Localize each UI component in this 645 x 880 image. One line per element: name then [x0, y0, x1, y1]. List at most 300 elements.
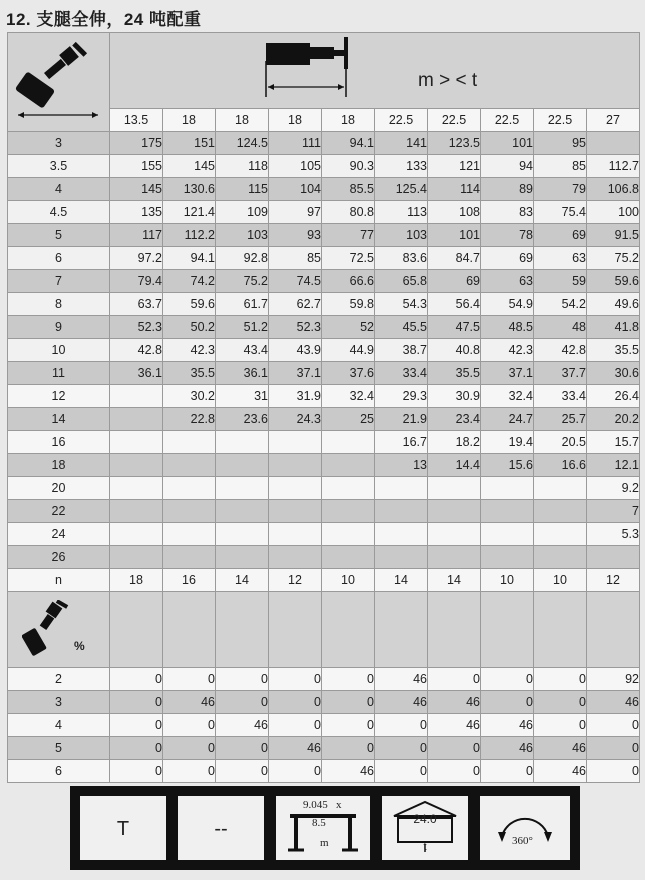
capacity-cell	[481, 546, 534, 569]
capacity-cell: 51.2	[216, 316, 269, 339]
boom-length-cell: 18	[322, 108, 375, 131]
capacity-cell: 63.7	[110, 293, 163, 316]
page-title: 12. 支腿全伸，24 吨配重	[6, 10, 202, 29]
falls-cell: 16	[163, 569, 216, 592]
percent-cell: 0	[163, 714, 216, 737]
percent-cell: 46	[534, 737, 587, 760]
capacity-cell: 52.3	[269, 316, 322, 339]
capacity-cell	[269, 454, 322, 477]
capacity-cell: 69	[481, 247, 534, 270]
percent-cell: 0	[269, 668, 322, 691]
capacity-cell: 44.9	[322, 339, 375, 362]
radius-row	[8, 523, 640, 546]
capacity-cell: 62.7	[269, 293, 322, 316]
capacity-cell: 24.7	[481, 408, 534, 431]
capacity-cell	[269, 546, 322, 569]
capacity-cell: 43.4	[216, 339, 269, 362]
capacity-cell	[269, 500, 322, 523]
capacity-cell	[269, 431, 322, 454]
capacity-cell	[375, 500, 428, 523]
capacity-cell: 36.1	[110, 362, 163, 385]
radius-cell: 4	[8, 178, 110, 201]
percent-cell: 0	[322, 691, 375, 714]
percent-cell: 46	[481, 737, 534, 760]
percent-cell: 0	[163, 737, 216, 760]
radius-row	[8, 293, 640, 316]
capacity-cell: 37.7	[534, 362, 587, 385]
radius-row	[8, 201, 640, 224]
capacity-cell: 40.8	[428, 339, 481, 362]
capacity-cell: 43.9	[269, 339, 322, 362]
capacity-cell: 37.6	[322, 362, 375, 385]
mode-label: T	[116, 818, 130, 840]
percent-cell: 0	[216, 668, 269, 691]
capacity-cell	[534, 546, 587, 569]
capacity-cell: 95	[534, 132, 587, 155]
capacity-cell: 109	[216, 201, 269, 224]
capacity-cell: 94	[481, 155, 534, 178]
counterweight-value: 24.0	[413, 812, 437, 826]
capacity-cell: 9.2	[587, 477, 640, 500]
percent-cell: 0	[428, 737, 481, 760]
rotation-box	[478, 794, 572, 862]
telescoping-row	[8, 691, 640, 714]
capacity-cell	[110, 477, 163, 500]
radius-row	[8, 247, 640, 270]
capacity-cell: 23.6	[216, 408, 269, 431]
capacity-cell: 114	[428, 178, 481, 201]
radius-cell: 24	[8, 523, 110, 546]
telescoping-header-cell	[269, 592, 322, 668]
capacity-cell	[110, 454, 163, 477]
radius-row	[8, 362, 640, 385]
capacity-cell	[216, 431, 269, 454]
capacity-cell: 13	[375, 454, 428, 477]
telescoping-icon-cell	[8, 592, 110, 668]
capacity-cell: 33.4	[375, 362, 428, 385]
percent-cell: 46	[587, 691, 640, 714]
telescoping-header-cell	[481, 592, 534, 668]
capacity-cell: 117	[110, 224, 163, 247]
radius-row	[8, 316, 640, 339]
capacity-cell: 90.3	[322, 155, 375, 178]
capacity-cell: 72.5	[322, 247, 375, 270]
section-cell: 6	[8, 760, 110, 783]
percent-cell: 0	[375, 737, 428, 760]
capacity-cell: 47.5	[428, 316, 481, 339]
capacity-cell: 121	[428, 155, 481, 178]
capacity-cell	[428, 477, 481, 500]
capacity-cell: 54.3	[375, 293, 428, 316]
radius-row	[8, 500, 640, 523]
capacity-cell	[163, 500, 216, 523]
capacity-cell	[110, 408, 163, 431]
boom-header	[110, 33, 640, 109]
capacity-cell: 124.5	[216, 132, 269, 155]
capacity-cell: 18.2	[428, 431, 481, 454]
capacity-cell: 75.2	[216, 270, 269, 293]
crane-outrigger-icon	[8, 33, 108, 125]
falls-cell: 10	[534, 569, 587, 592]
percent-cell: 0	[428, 760, 481, 783]
capacity-cell: 56.4	[428, 293, 481, 316]
telescoping-header-cell	[534, 592, 587, 668]
percent-cell: 46	[216, 714, 269, 737]
capacity-cell: 19.4	[481, 431, 534, 454]
radius-row	[8, 132, 640, 155]
capacity-cell: 74.5	[269, 270, 322, 293]
percent-cell: 0	[322, 668, 375, 691]
capacity-cell: 80.8	[322, 201, 375, 224]
telescoping-header-cell	[163, 592, 216, 668]
capacity-cell	[481, 477, 534, 500]
radius-row	[8, 385, 640, 408]
percent-cell: 46	[163, 691, 216, 714]
capacity-cell: 48	[534, 316, 587, 339]
capacity-cell	[216, 546, 269, 569]
telescoping-header-cell	[428, 592, 481, 668]
capacity-cell: 66.6	[322, 270, 375, 293]
radius-row	[8, 431, 640, 454]
radius-cell: 16	[8, 431, 110, 454]
capacity-cell: 42.8	[534, 339, 587, 362]
radius-cell: 3.5	[8, 155, 110, 178]
radius-cell: 26	[8, 546, 110, 569]
radius-cell: 18	[8, 454, 110, 477]
capacity-cell	[322, 454, 375, 477]
capacity-cell: 94.1	[163, 247, 216, 270]
capacity-cell: 91.5	[587, 224, 640, 247]
percent-cell: 0	[587, 714, 640, 737]
capacity-cell: 130.6	[163, 178, 216, 201]
capacity-cell	[534, 500, 587, 523]
capacity-cell: 92.8	[216, 247, 269, 270]
capacity-cell: 65.8	[375, 270, 428, 293]
capacity-cell: 15.6	[481, 454, 534, 477]
percent-cell: 0	[534, 668, 587, 691]
radius-row	[8, 477, 640, 500]
capacity-cell: 103	[216, 224, 269, 247]
capacity-cell: 15.7	[587, 431, 640, 454]
capacity-cell: 79.4	[110, 270, 163, 293]
capacity-cell: 38.7	[375, 339, 428, 362]
capacity-cell: 30.9	[428, 385, 481, 408]
percent-cell: 0	[269, 714, 322, 737]
radius-row	[8, 546, 640, 569]
capacity-cell: 20.2	[587, 408, 640, 431]
telescoping-header-cell	[110, 592, 163, 668]
radius-row	[8, 224, 640, 247]
capacity-cell: 63	[534, 247, 587, 270]
capacity-cell	[322, 523, 375, 546]
capacity-cell	[163, 523, 216, 546]
falls-row	[8, 569, 640, 592]
capacity-cell: 35.5	[428, 362, 481, 385]
capacity-cell: 118	[216, 155, 269, 178]
capacity-cell: 32.4	[322, 385, 375, 408]
radius-row	[8, 408, 640, 431]
capacity-cell: 16.7	[375, 431, 428, 454]
capacity-cell: 111	[269, 132, 322, 155]
radius-cell: 9	[8, 316, 110, 339]
capacity-cell: 74.2	[163, 270, 216, 293]
percent-cell: 46	[481, 714, 534, 737]
capacity-cell: 83.6	[375, 247, 428, 270]
capacity-cell: 32.4	[481, 385, 534, 408]
boom-length-cell: 22.5	[428, 108, 481, 131]
section-cell: 3	[8, 691, 110, 714]
percent-cell: 0	[481, 760, 534, 783]
percent-cell: 0	[481, 668, 534, 691]
percent-cell: 0	[587, 760, 640, 783]
falls-cell: 10	[481, 569, 534, 592]
radius-cell: 12	[8, 385, 110, 408]
percent-cell: 0	[110, 714, 163, 737]
capacity-cell: 145	[163, 155, 216, 178]
unit-label: m > < t	[418, 70, 478, 91]
capacity-cell: 36.1	[216, 362, 269, 385]
falls-cell: 12	[587, 569, 640, 592]
capacity-cell: 54.9	[481, 293, 534, 316]
radius-row	[8, 339, 640, 362]
capacity-cell: 115	[216, 178, 269, 201]
percent-cell: 0	[163, 668, 216, 691]
capacity-cell: 22.8	[163, 408, 216, 431]
percent-cell: 0	[269, 760, 322, 783]
capacity-cell: 75.2	[587, 247, 640, 270]
capacity-cell: 69	[534, 224, 587, 247]
capacity-cell	[428, 500, 481, 523]
capacity-cell: 49.6	[587, 293, 640, 316]
capacity-cell	[163, 431, 216, 454]
capacity-cell: 85	[534, 155, 587, 178]
radius-cell: 6	[8, 247, 110, 270]
capacity-cell: 63	[481, 270, 534, 293]
percent-cell: 0	[110, 760, 163, 783]
capacity-cell: 29.3	[375, 385, 428, 408]
capacity-cell: 59.8	[322, 293, 375, 316]
telescoping-boom-icon	[22, 600, 82, 660]
capacity-cell	[269, 523, 322, 546]
capacity-cell: 155	[110, 155, 163, 178]
radius-cell: 22	[8, 500, 110, 523]
percent-cell: 46	[428, 714, 481, 737]
radius-cell: 8	[8, 293, 110, 316]
telescoping-header-cell	[216, 592, 269, 668]
capacity-cell: 101	[428, 224, 481, 247]
capacity-cell: 125.4	[375, 178, 428, 201]
capacity-cell: 23.4	[428, 408, 481, 431]
percent-cell: 0	[216, 691, 269, 714]
radius-cell: 7	[8, 270, 110, 293]
radius-cell: 14	[8, 408, 110, 431]
capacity-cell: 30.6	[587, 362, 640, 385]
outrigger-icon-cell	[8, 33, 110, 132]
radius-cell: 11	[8, 362, 110, 385]
percent-cell: 0	[428, 668, 481, 691]
capacity-cell: 85.5	[322, 178, 375, 201]
capacity-cell: 59.6	[163, 293, 216, 316]
capacity-cell: 42.8	[110, 339, 163, 362]
capacity-cell: 100	[587, 201, 640, 224]
capacity-cell: 89	[481, 178, 534, 201]
capacity-cell: 61.7	[216, 293, 269, 316]
capacity-cell	[534, 477, 587, 500]
capacity-cell: 50.2	[163, 316, 216, 339]
capacity-cell	[587, 132, 640, 155]
radius-cell: 10	[8, 339, 110, 362]
percent-cell: 0	[322, 737, 375, 760]
capacity-cell: 14.4	[428, 454, 481, 477]
capacity-cell: 7	[587, 500, 640, 523]
capacity-cell: 48.5	[481, 316, 534, 339]
capacity-cell: 103	[375, 224, 428, 247]
config-strip	[70, 786, 580, 870]
capacity-cell	[322, 500, 375, 523]
boom-length-cell: 13.5	[110, 108, 163, 131]
percent-cell: 46	[322, 760, 375, 783]
capacity-cell	[322, 546, 375, 569]
telescoping-header-cell	[322, 592, 375, 668]
radius-cell: 3	[8, 132, 110, 155]
capacity-cell	[269, 477, 322, 500]
capacity-cell: 45.5	[375, 316, 428, 339]
falls-label: n	[8, 569, 110, 592]
capacity-cell: 141	[375, 132, 428, 155]
counterweight-box	[380, 794, 470, 862]
percent-cell: 0	[534, 691, 587, 714]
capacity-cell: 101	[481, 132, 534, 155]
capacity-cell	[587, 546, 640, 569]
telescoping-row	[8, 714, 640, 737]
percent-cell: 46	[534, 760, 587, 783]
outrigger-span-box	[274, 794, 372, 862]
capacity-cell: 77	[322, 224, 375, 247]
capacity-cell: 42.3	[481, 339, 534, 362]
boom-length-cell: 18	[269, 108, 322, 131]
capacity-cell: 78	[481, 224, 534, 247]
capacity-cell: 37.1	[269, 362, 322, 385]
capacity-cell: 135	[110, 201, 163, 224]
capacity-cell: 113	[375, 201, 428, 224]
capacity-cell: 108	[428, 201, 481, 224]
capacity-cell: 104	[269, 178, 322, 201]
capacity-cell	[216, 500, 269, 523]
telescoping-header-cell	[375, 592, 428, 668]
percent-cell: 46	[375, 691, 428, 714]
percent-cell: 46	[428, 691, 481, 714]
radius-cell: 20	[8, 477, 110, 500]
capacity-cell: 54.2	[534, 293, 587, 316]
capacity-cell: 35.5	[587, 339, 640, 362]
capacity-cell: 94.1	[322, 132, 375, 155]
capacity-cell	[481, 523, 534, 546]
capacity-cell	[375, 546, 428, 569]
capacity-cell: 84.7	[428, 247, 481, 270]
capacity-cell: 97.2	[110, 247, 163, 270]
capacity-cell: 24.3	[269, 408, 322, 431]
rotation-value: 360°	[512, 835, 533, 847]
capacity-cell	[428, 523, 481, 546]
telescoping-row	[8, 668, 640, 691]
capacity-cell: 112.7	[587, 155, 640, 178]
capacity-cell	[481, 500, 534, 523]
capacity-cell: 41.8	[587, 316, 640, 339]
capacity-cell	[216, 454, 269, 477]
capacity-cell: 105	[269, 155, 322, 178]
section-cell: 4	[8, 714, 110, 737]
telescoping-header-cell	[587, 592, 640, 668]
capacity-cell	[163, 546, 216, 569]
section-cell: 5	[8, 737, 110, 760]
capacity-cell: 85	[269, 247, 322, 270]
boom-length-cell: 27	[587, 108, 640, 131]
capacity-cell	[216, 477, 269, 500]
capacity-cell	[375, 523, 428, 546]
percent-label: %	[74, 639, 85, 653]
span-length-value: 9.045	[303, 799, 328, 811]
falls-cell: 12	[269, 569, 322, 592]
boom-length-cell: 22.5	[534, 108, 587, 131]
span-unit: m	[320, 837, 329, 849]
load-chart-table	[7, 32, 640, 783]
capacity-cell	[163, 454, 216, 477]
percent-cell: 46	[269, 737, 322, 760]
extension-label: --	[214, 818, 228, 840]
radius-row	[8, 270, 640, 293]
capacity-cell	[534, 523, 587, 546]
capacity-cell: 75.4	[534, 201, 587, 224]
capacity-cell: 106.8	[587, 178, 640, 201]
capacity-cell	[322, 477, 375, 500]
capacity-cell: 25.7	[534, 408, 587, 431]
capacity-cell	[110, 431, 163, 454]
radius-row	[8, 454, 640, 477]
capacity-cell: 35.5	[163, 362, 216, 385]
capacity-cell: 175	[110, 132, 163, 155]
percent-cell: 0	[163, 760, 216, 783]
boom-length-cell: 22.5	[375, 108, 428, 131]
falls-cell: 14	[428, 569, 481, 592]
capacity-cell: 16.6	[534, 454, 587, 477]
capacity-cell: 151	[163, 132, 216, 155]
capacity-cell: 31.9	[269, 385, 322, 408]
span-width-value: 8.5	[312, 817, 326, 829]
capacity-cell: 20.5	[534, 431, 587, 454]
percent-cell: 0	[110, 668, 163, 691]
percent-cell: 0	[587, 737, 640, 760]
percent-cell: 46	[375, 668, 428, 691]
capacity-cell: 79	[534, 178, 587, 201]
capacity-cell: 12.1	[587, 454, 640, 477]
capacity-cell: 25	[322, 408, 375, 431]
capacity-cell: 52	[322, 316, 375, 339]
capacity-cell: 30.2	[163, 385, 216, 408]
capacity-cell	[322, 431, 375, 454]
percent-cell: 0	[375, 714, 428, 737]
capacity-cell: 26.4	[587, 385, 640, 408]
capacity-cell	[428, 546, 481, 569]
percent-cell: 0	[216, 737, 269, 760]
radius-cell: 4.5	[8, 201, 110, 224]
telescoping-header-row	[8, 592, 640, 668]
capacity-cell: 145	[110, 178, 163, 201]
boom-length-cell: 18	[163, 108, 216, 131]
boom-length-cell: 22.5	[481, 108, 534, 131]
span-separator: x	[336, 799, 342, 811]
percent-cell: 0	[110, 737, 163, 760]
capacity-cell: 97	[269, 201, 322, 224]
